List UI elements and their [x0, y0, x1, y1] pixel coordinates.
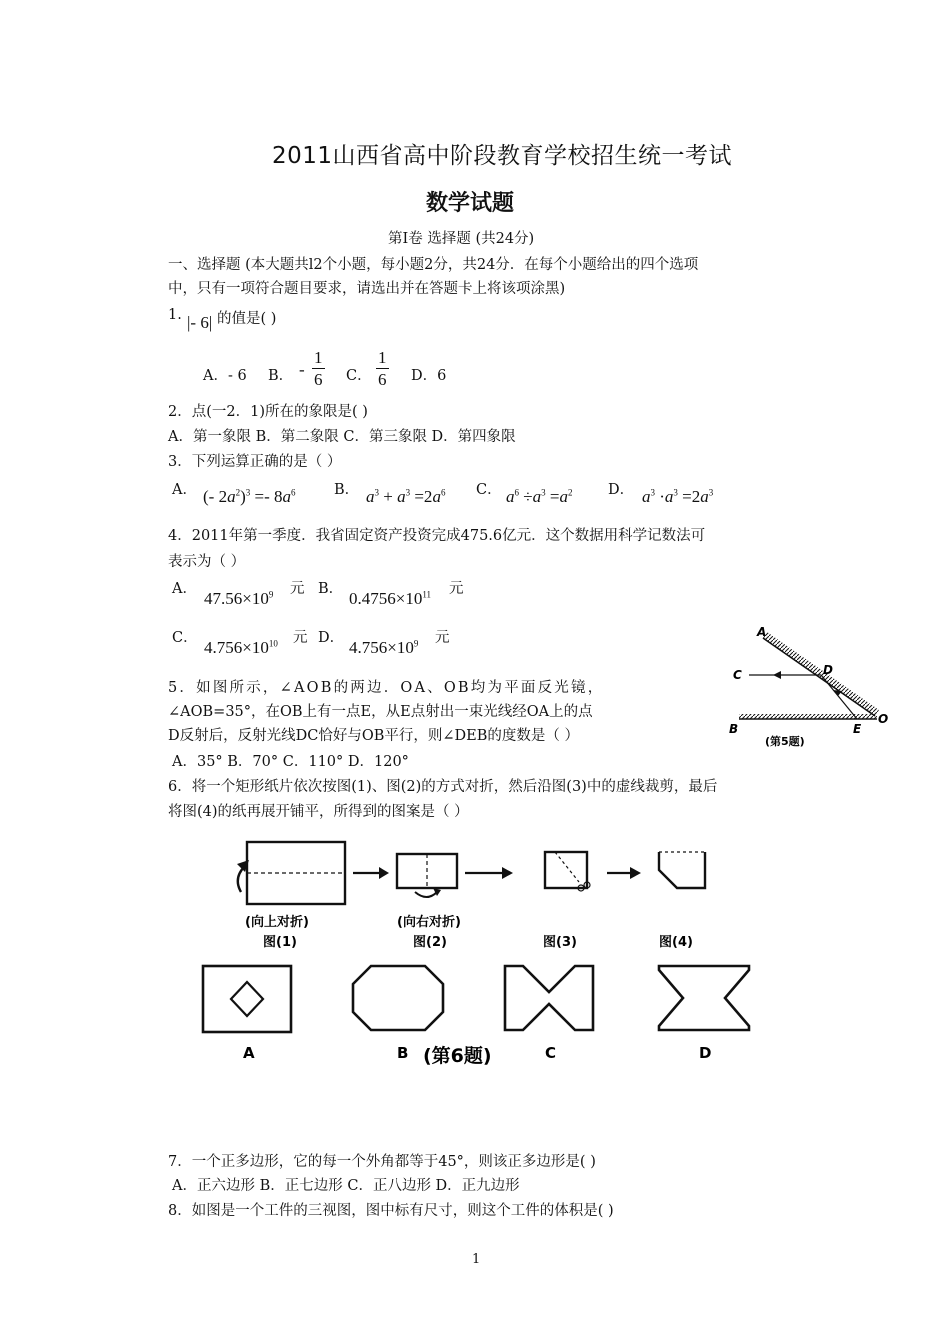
q5-label-e: E	[853, 722, 862, 736]
q5-stem-line-1: 5．如图所示，∠AOB的两边．OA、OB均为平面反光镜，	[168, 680, 605, 696]
option-b-octagon	[353, 966, 443, 1030]
q4-option-d-label: D．	[318, 630, 345, 646]
q5-figure	[725, 620, 895, 760]
q1-option-b-label: B．	[268, 368, 294, 384]
q3-stem: 3．下列运算正确的是（ ）	[168, 454, 342, 470]
q8-stem: 8．如图是一个工件的三视图，图中标有尺寸，则这个工件的体积是( )	[168, 1203, 614, 1219]
q1-stem: 的值是( )	[217, 311, 277, 327]
q1-option-a: A．- 6	[203, 368, 247, 384]
q3-option-b-expression: $a^3 + a^3 =2a^6$	[366, 487, 446, 506]
q7-options: A．正六边形 B．正七边形 C．正八边形 D．正九边形	[172, 1178, 520, 1194]
section-title: 第Ⅰ卷 选择题 (共24分)	[388, 231, 535, 247]
option-a-label: A	[243, 1044, 255, 1062]
option-c-shape	[505, 966, 593, 1030]
q4-option-a-expression: $47.56\times 10^9$	[204, 589, 274, 608]
q4-option-b-unit: 元	[449, 581, 464, 597]
q7-stem: 7．一个正多边形，它的每一个外角都等于45°，则该正多边形是( )	[168, 1154, 596, 1170]
q4-option-c-label: C．	[172, 630, 198, 646]
option-a-rectangle	[203, 966, 291, 1032]
page-number: 1	[472, 1252, 481, 1267]
q4-stem-line-2: 表示为（ ）	[168, 554, 246, 570]
instructions-line-1: 一、选择题 (本大题共l2个小题，每小题2分，共24分．在每个小题给出的四个选项	[168, 257, 699, 273]
fig3-square	[545, 852, 587, 888]
fig3-caption: 图(3)	[543, 935, 577, 950]
fig4-shape	[659, 852, 705, 888]
q3-option-d-expression: $a^3 \cdot a^3 =2a^3$	[642, 487, 714, 506]
fig4-caption: 图(4)	[659, 935, 693, 950]
fig2-caption: 图(2)	[413, 935, 447, 950]
q3-option-c-expression: $a^6 \div a^3 =a^2$	[506, 487, 573, 506]
q1-option-c-numerator: 1	[378, 348, 387, 367]
option-b-label: B	[397, 1044, 409, 1062]
q4-option-c-expression: $4.756\times 10^{10}$	[204, 638, 278, 657]
option-d-shape	[659, 966, 749, 1030]
option-c-label: C	[545, 1044, 557, 1062]
q5-stem-line-3: D反射后，反射光线DC恰好与OB平行，则∠DEB的度数是（ ）	[168, 728, 580, 744]
fig2-fold-label: (向右对折)	[397, 915, 461, 930]
arrow-3-icon	[630, 867, 641, 879]
q2-options: A．第一象限 B．第二象限 C．第三象限 D．第四象限	[168, 429, 516, 445]
q5-label-o: O	[878, 712, 889, 726]
arrow-1-icon	[379, 867, 389, 879]
fig2-fold-arrow-icon	[415, 892, 437, 897]
q1-option-b-fraction	[312, 348, 325, 391]
option-a-diamond	[231, 982, 263, 1016]
q4-option-b-expression: $0.4756\times 10^{11}$	[349, 589, 432, 608]
exam-title: 2011山西省高中阶段教育学校招生统一考试	[272, 143, 733, 169]
q6-stem-line-1: 6．将一个矩形纸片依次按图(1)、图(2)的方式对折，然后沿图(3)中的虚线裁剪，最后	[168, 779, 718, 795]
fig1-fold-label: (向上对折)	[245, 915, 309, 930]
q3-option-c-label: C．	[476, 482, 502, 498]
q5-label-c: C	[733, 668, 742, 682]
q1-option-b-sign: -	[299, 360, 305, 379]
q1-option-c-label: C．	[346, 368, 372, 384]
fig1-caption: 图(1)	[263, 935, 297, 950]
q5-options: A．35° B．70° C．110° D．120°	[172, 754, 409, 770]
q3-option-a-label: A．	[172, 482, 197, 498]
q5-stem-line-2: ∠AOB=35°，在OB上有一点E，从E点射出一束光线经OA上的点	[168, 704, 593, 720]
q1-abs-expression: |- 6|	[187, 313, 213, 332]
arrow-2-icon	[502, 867, 513, 879]
q1-option-c-fraction	[376, 348, 389, 391]
q4-option-b-label: B．	[318, 581, 344, 597]
q1-number: 1.	[168, 307, 182, 323]
q4-option-d-expression: $4.756\times 10^9$	[349, 638, 419, 657]
q4-option-c-unit: 元	[293, 630, 308, 646]
q6-caption: (第6题)	[423, 1045, 492, 1067]
option-d-label: D	[699, 1044, 712, 1062]
q1-option-b-denominator: 6	[314, 370, 323, 389]
q5-label-a: A	[757, 625, 767, 639]
q4-option-a-label: A．	[172, 581, 197, 597]
q1-option-b-numerator: 1	[314, 348, 323, 367]
q5-label-d: D	[823, 663, 833, 677]
q6-figure	[175, 830, 775, 1080]
q5-caption: (第5题)	[765, 735, 805, 748]
q3-option-a-expression: (- $2a^2)^3 =- 8a^6$	[203, 487, 296, 506]
q1-option-d: D．6	[411, 368, 447, 384]
fig3-cut-line	[555, 852, 579, 882]
q3-option-d-label: D．	[608, 482, 635, 498]
q4-option-d-unit: 元	[435, 630, 450, 646]
q5-label-b: B	[729, 722, 739, 736]
q6-stem-line-2: 将图(4)的纸再展开铺平，所得到的图案是（ ）	[168, 804, 469, 820]
q4-stem-line-1: 4．2011年第一季度．我省固定资产投资完成475.6亿元．这个数据用科学记数法可	[168, 528, 706, 544]
q4-option-a-unit: 元	[290, 581, 305, 597]
q2-stem: 2．点(一2．1)所在的象限是( )	[168, 404, 368, 420]
q3-option-b-label: B．	[334, 482, 360, 498]
ray-dc-arrow-icon	[773, 671, 781, 679]
subject-title: 数学试题	[426, 191, 515, 216]
instructions-line-2: 中，只有一项符合题目要求，请选出并在答题卡上将该项涂黑)	[168, 281, 566, 297]
q1-option-c-denominator: 6	[378, 370, 387, 389]
